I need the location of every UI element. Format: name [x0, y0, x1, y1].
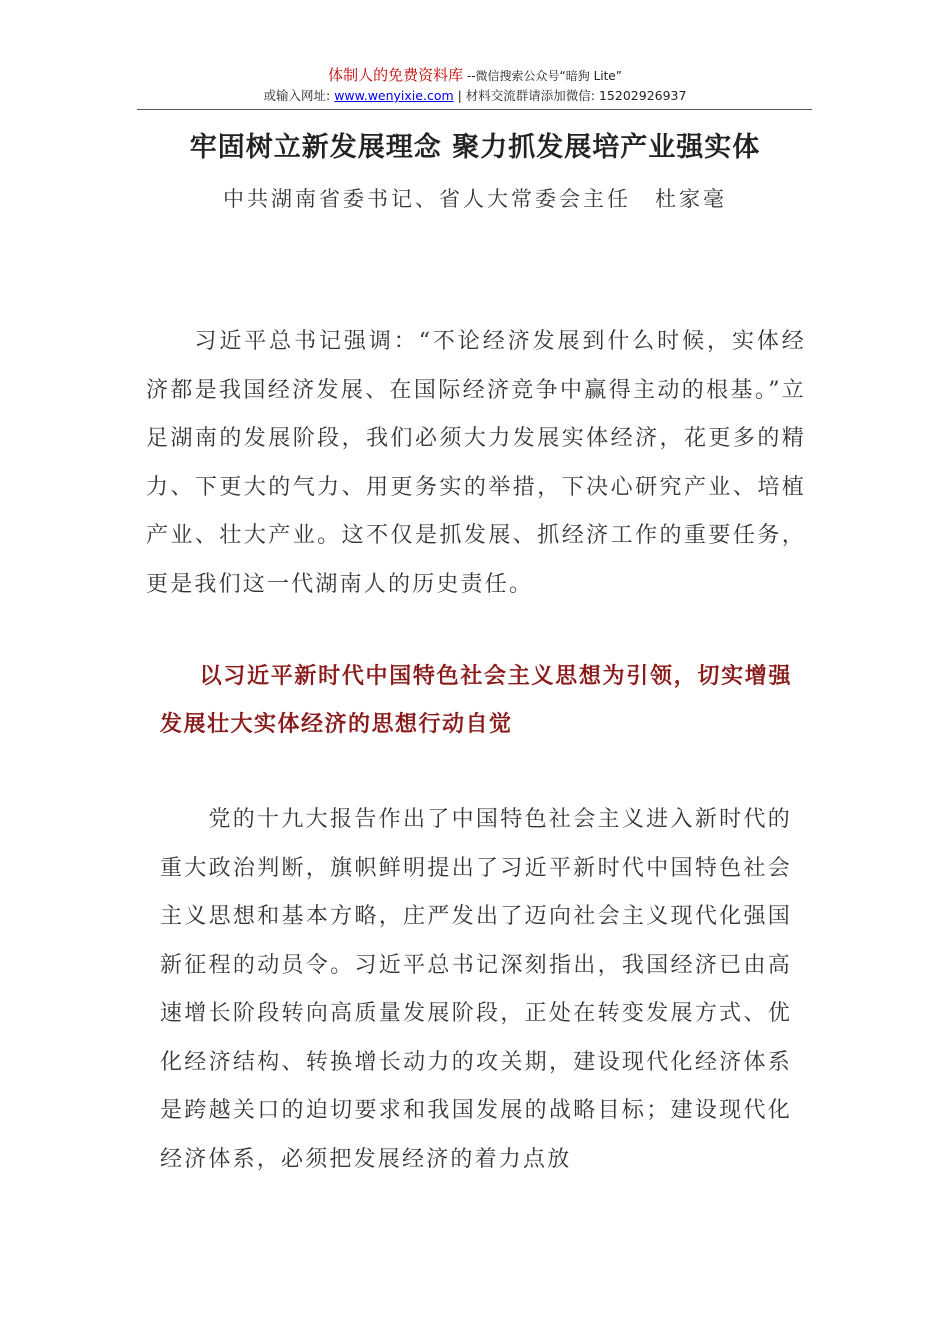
website-link[interactable]: www.wenyixie.com — [334, 88, 454, 103]
section-heading: 以习近平新时代中国特色社会主义思想为引领，切实增强发展壮大实体经济的思想行动自觉 — [160, 663, 792, 737]
contact-info: | 材料交流群请添加微信: 15202926937 — [453, 88, 687, 103]
url-prefix: 或输入网址: — [263, 88, 335, 103]
article-author: 中共湖南省委书记、省人大常委会主任 杜家毫 — [223, 187, 727, 211]
paragraph-2: 党的十九大报告作出了中国特色社会主义进入新时代的重大政治判断，旗帜鲜明提出了习近平新时代中国特色社会主义思想和基本方略，庄严发出了迈向社会主义现代化强国新征程的动员令。习近平总书记深刻指出，我国经济已由高速增长阶段转向高质量发展阶段，正处在转变发展方式、优化经济结构、转换增长动力的攻关期，建设现代化经济体系是跨越关口的迫切要求和我国发展的战略目标；建设现代化经济体系，必须把发展经济的着力点放 — [160, 807, 792, 1172]
header-line-1 — [0, 64, 950, 87]
header-note: --微信搜索公众号“暗狗 Lite” — [463, 69, 622, 83]
header-divider — [137, 109, 812, 110]
document-header — [0, 64, 950, 105]
article-title: 牢固树立新发展理念 聚力抓发展培产业强实体 — [189, 132, 761, 163]
header-line-2 — [0, 87, 950, 105]
paragraph-1: 习近平总书记强调：“不论经济发展到什么时候，实体经济都是我国经济发展、在国际经济竞争中赢得主动的根基。”立足湖南的发展阶段，我们必须大力发展实体经济，花更多的精力、下更大的气力、用更务实的举措，下决心研究产业、培植产业、壮大产业。这不仅是抓发展、抓经济工作的重要任务，更是我们这一代湖南人的历史责任。 — [146, 329, 806, 597]
brand-name: 体制人的免费资料库 — [328, 66, 464, 84]
